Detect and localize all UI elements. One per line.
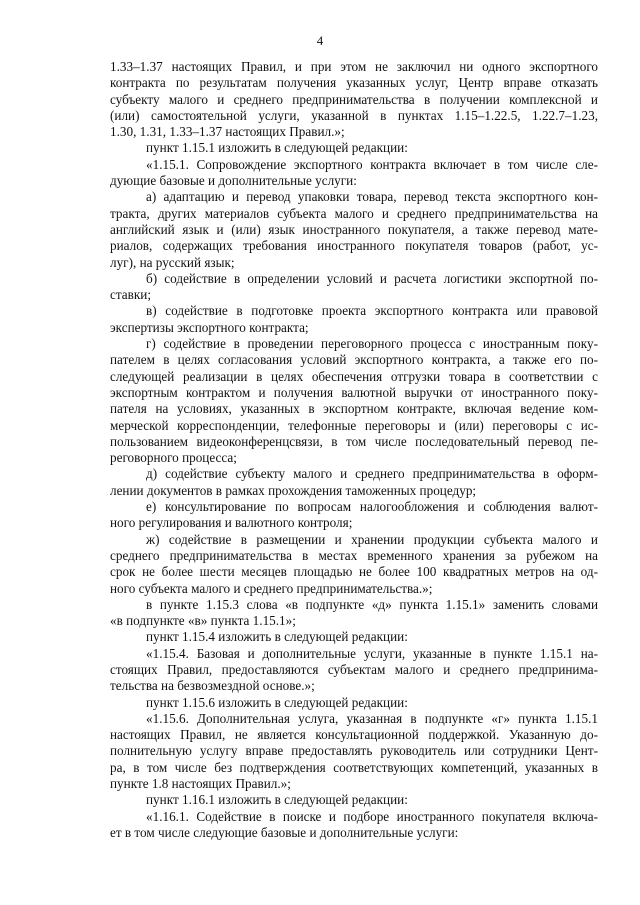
text-line: д) содействие субъекту малого и среднего предпринимательства в оформ- [146, 466, 598, 482]
text-line: мерческой корреспонденции, телефонные переговоры и (или) переговоры с ис- [110, 417, 598, 433]
document-body [110, 59, 598, 841]
text-line: пателем в целях согласования условий экспортного контракта, а также его по- [110, 352, 598, 368]
text-line: в пункте 1.15.3 слова «в подпункте «д» пункта 1.15.1» заменить словами [146, 596, 598, 612]
text-line: «в подпункте «в» пункта 1.15.1»; [110, 613, 296, 629]
text-line: в) содействие в подготовке проекта экспортного контракта или правовой [146, 303, 598, 319]
page-number: 4 [316, 33, 324, 48]
text-line: е) консультирование по вопросам налогообложения и соблюдения валют- [146, 499, 598, 515]
text-line: пункте 1.8 настоящих Правил.»; [110, 776, 291, 792]
text-line: следующей реализации в целях обеспечения отгрузки товара в соответствии с [110, 368, 598, 384]
text-line: «1.15.6. Дополнительная услуга, указанная в подпункте «г» пункта 1.15.1 [146, 710, 598, 726]
text-line: луг), на русский язык; [110, 254, 235, 270]
text-line: пункт 1.16.1 изложить в следующей редакции: [146, 792, 408, 808]
text-line: тельства на безвозмездной основе.»; [110, 678, 315, 694]
text-line: настоящих Правил, не является консультационной поддержкой. Указанную до- [110, 727, 598, 743]
text-line: ного регулирования и валютного контроля; [110, 515, 353, 531]
text-line: «1.16.1. Содействие в поиске и подборе иностранного покупателя включа- [146, 808, 598, 824]
text-line: стоящих Правил, предоставляются субъектам малого и среднего предпринима- [110, 661, 598, 677]
text-line: пункт 1.15.6 изложить в следующей редакции: [146, 694, 408, 710]
text-line: 1.30, 1.31, 1.33–1.37 настоящих Правил.»; [110, 124, 345, 140]
text-line: среднего предпринимательства в местах временного хранения за рубежом на [110, 547, 598, 563]
text-line: риалов, содержащих требования иностранного покупателя товаров (работ, ус- [110, 238, 598, 254]
text-line: «1.15.1. Сопровождение экспортного контракта включает в том числе сле- [146, 156, 598, 172]
text-line: (или) самостоятельной услуги, указанной в пунктах 1.15–1.22.5, 1.22.7–1.23, [110, 107, 598, 123]
text-line: ж) содействие в размещении и хранении продукции субъекта малого и [146, 531, 598, 547]
text-line: пользованием видеоконференцсвязи, в том числе последовательный перевод пе- [110, 433, 598, 449]
text-line: г) содействие в проведении переговорного процесса с иностранным поку- [146, 336, 598, 352]
text-line: полнительную услугу вправе предоставлять руководитель или сотрудники Цент- [110, 743, 598, 759]
text-line: а) адаптацию и перевод упаковки товара, перевод текста экспортного кон- [146, 189, 598, 205]
text-line: реговорного процесса; [110, 450, 237, 466]
text-line: пателя на условиях, указанных в экспортном контракте, включая ведение ком- [110, 401, 598, 417]
text-line: пункт 1.15.4 изложить в следующей редакции: [146, 629, 408, 645]
text-line: пункт 1.15.1 изложить в следующей редакции: [146, 140, 408, 156]
text-line: б) содействие в определении условий и расчета логистики экспортной по- [146, 270, 598, 286]
text-line: лении документов в рамках прохождения таможенных процедур; [110, 482, 477, 498]
text-line: субъекту малого и среднего предпринимательства в получении комплексной и [110, 91, 598, 107]
text-line: экспертизы экспортного контракта; [110, 319, 309, 335]
text-line: экспортным контрактом и получения валютной выручки от иностранного поку- [110, 384, 598, 400]
text-line: дующие базовые и дополнительные услуги: [110, 173, 357, 189]
text-line: английский язык и (или) язык иностранного покупателя, а также перевод мате- [110, 221, 598, 237]
text-line: ставки; [110, 287, 151, 303]
text-line: тракта, других материалов субъекта малого и среднего предпринимательства на [110, 205, 598, 221]
text-line: ра, в том числе без подтверждения соответствующих компетенций, указанных в [110, 759, 598, 775]
text-line: контракта по результатам получения указанных услуг, Центр вправе отказать [110, 75, 598, 91]
text-line: срок не более шести месяцев площадью не более 100 квадратных метров на од- [110, 564, 598, 580]
text-line: «1.15.4. Базовая и дополнительные услуги, указанные в пункте 1.15.1 на- [146, 645, 598, 661]
text-line: 1.33–1.37 настоящих Правил, и при этом не заключил ни одного экспортного [110, 59, 598, 74]
text-line: ет в том числе следующие базовые и дополнительные услуги: [110, 824, 459, 840]
text-line: ного субъекта малого и среднего предпринимательства.»; [110, 580, 433, 596]
